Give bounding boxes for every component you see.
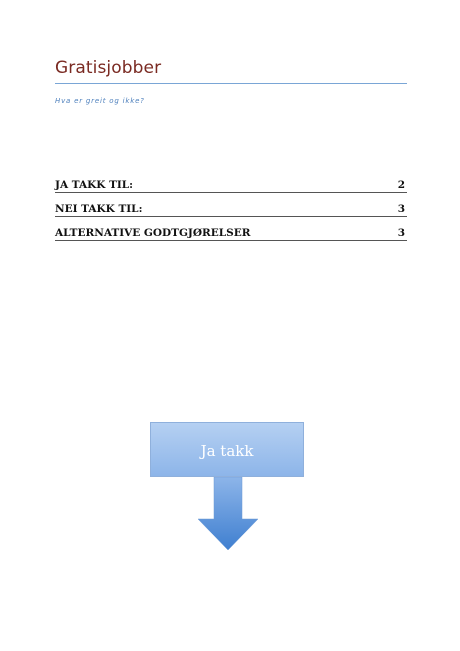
toc-entry[interactable] xyxy=(55,217,407,241)
diagram-box-label: Ja takk xyxy=(200,442,254,460)
document-title: Gratisjobber xyxy=(55,58,162,78)
toc-entry-label: JA TAKK TIL: xyxy=(55,179,134,191)
toc-entry-page: 3 xyxy=(397,203,405,215)
toc-entry[interactable] xyxy=(55,193,407,217)
table-of-contents xyxy=(55,178,407,241)
toc-entry[interactable] xyxy=(55,178,407,193)
document-subtitle: Hva er greit og ikke? xyxy=(55,97,145,105)
toc-entry-page: 3 xyxy=(397,227,405,239)
title-underline xyxy=(55,83,407,84)
toc-entry-page: 2 xyxy=(397,179,405,191)
toc-entry-label: ALTERNATIVE GODTGJØRELSER xyxy=(55,227,251,239)
toc-entry-label: NEI TAKK TIL: xyxy=(55,203,143,215)
down-arrow-icon xyxy=(198,477,258,552)
